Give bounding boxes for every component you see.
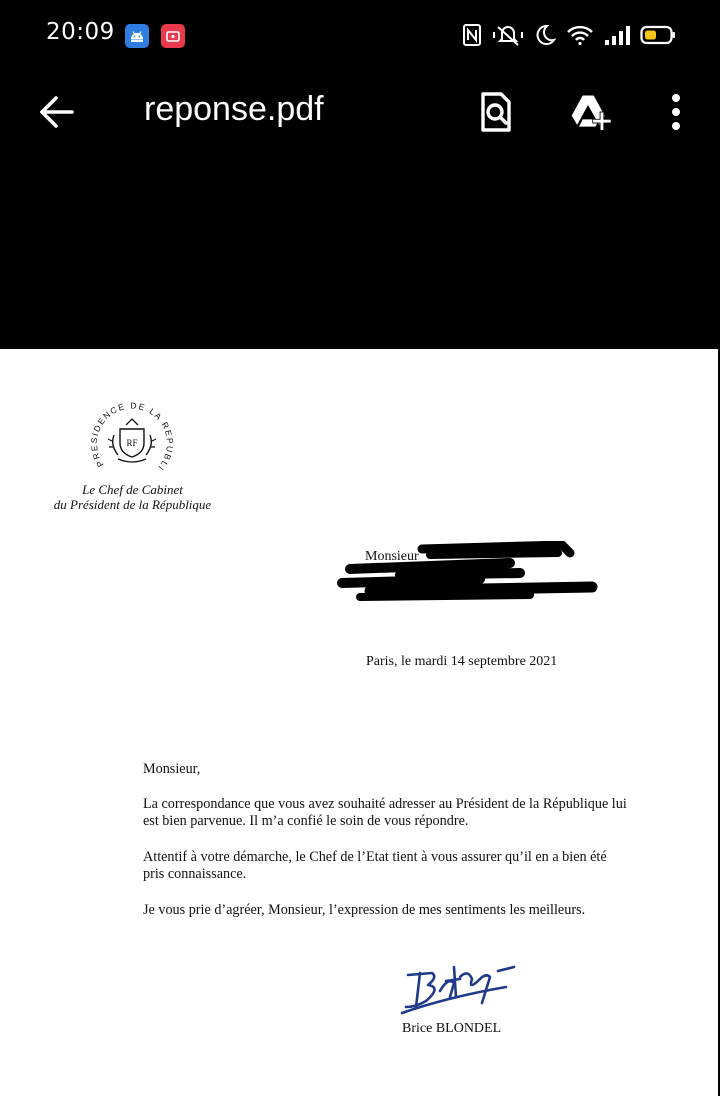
paragraph-2: [143, 849, 663, 883]
battery-icon: [640, 23, 676, 51]
sender-title: Le Chef de Cabinet: [82, 482, 183, 497]
handwritten-signature: [398, 957, 523, 1019]
do-not-disturb-moon-icon: [534, 23, 556, 51]
nfc-icon: [462, 23, 482, 51]
paragraph-2-line-2: pris connaissance.: [143, 866, 247, 882]
document-title: reponse.pdf: [144, 90, 324, 128]
app-bar: [0, 72, 720, 152]
cellular-signal-icon: [604, 23, 630, 51]
status-bar: [0, 0, 720, 72]
android-dev-icon: [125, 24, 149, 48]
status-indicators: [462, 22, 676, 52]
letter-date: Paris, le mardi 14 septembre 2021: [366, 654, 558, 669]
pdf-page[interactable]: [0, 349, 718, 1096]
svg-text:RF: RF: [126, 438, 138, 448]
wifi-icon: [566, 23, 594, 51]
vibrate-off-icon: [492, 23, 524, 51]
back-button[interactable]: [34, 90, 78, 134]
paragraph-2-line-1: Attentif à votre démarche, le Chef de l’Etat tient à vous assurer qu’il en a bien été: [143, 849, 607, 865]
more-options-icon: [654, 90, 698, 134]
find-in-document-button[interactable]: [474, 90, 518, 134]
signatory-name: Brice BLONDEL: [402, 1021, 502, 1036]
presidency-emblem: [82, 389, 182, 489]
find-in-document-icon: [476, 90, 516, 134]
letter-body: [143, 761, 663, 938]
sender-office: du Président de la République: [53, 497, 212, 512]
add-to-drive-button[interactable]: [568, 90, 612, 134]
paragraph-1-line-2: est bien parvenue. Il m’a confié le soin de vous répondre.: [143, 813, 469, 829]
back-arrow-icon: [34, 90, 78, 134]
recipient-name: Monsieur: [365, 549, 419, 564]
paragraph-1: [143, 796, 663, 830]
status-time: 20:09: [46, 19, 115, 45]
svg-text:PRESIDENCE DE LA REPUBLIQUE: PRESIDENCE DE LA REPUBLI: [88, 400, 176, 474]
closing-formula: Je vous prie d’agréer, Monsieur, l’expression de mes sentiments les meilleurs.: [143, 902, 586, 918]
sender-block: [30, 482, 235, 512]
screen-record-icon: [161, 24, 185, 48]
paragraph-1-line-1: La correspondance que vous avez souhaité adresser au Président de la République lui: [143, 796, 627, 812]
redaction-scribble: [330, 541, 620, 611]
salutation: Monsieur,: [143, 761, 201, 777]
add-to-drive-icon: [568, 90, 612, 134]
more-options-button[interactable]: [654, 90, 698, 134]
